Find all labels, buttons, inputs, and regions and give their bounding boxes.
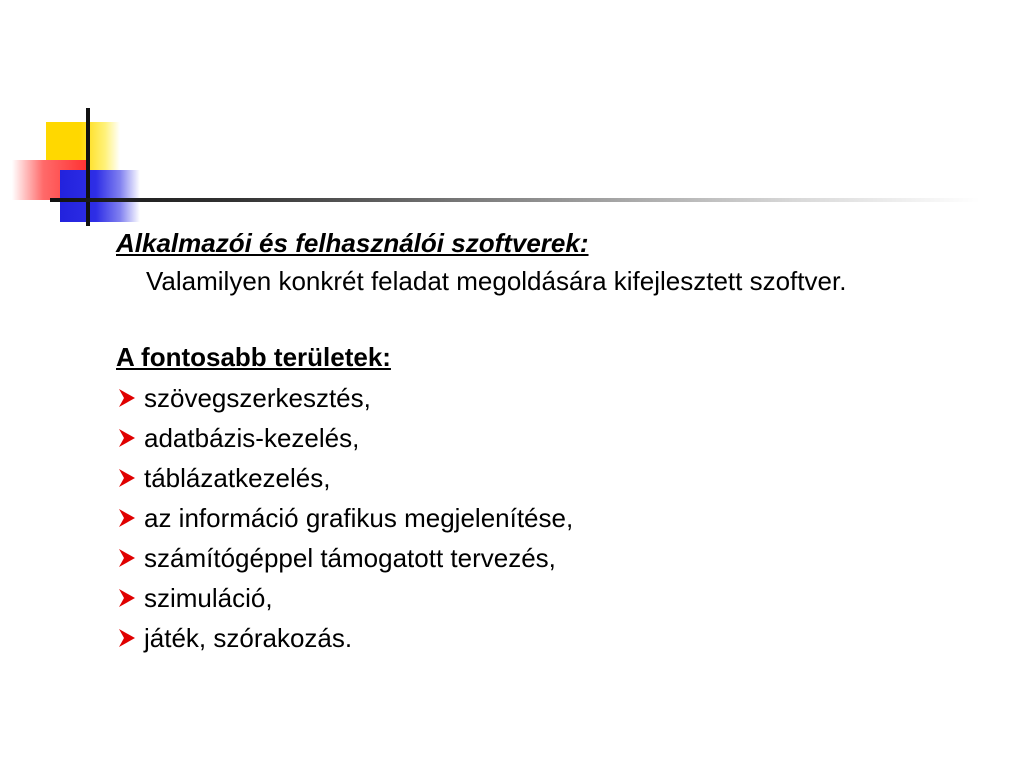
areas-list bbox=[116, 378, 976, 658]
list-item-label: az információ grafikus megjelenítése, bbox=[144, 503, 574, 533]
arrowhead-bullet-icon bbox=[116, 427, 138, 449]
list-item-label: szövegszerkesztés, bbox=[144, 383, 371, 413]
list-item bbox=[116, 578, 976, 618]
arrowhead-bullet-icon bbox=[116, 387, 138, 409]
list-item bbox=[116, 418, 976, 458]
arrowhead-bullet-icon bbox=[116, 587, 138, 609]
section-heading-applications: Alkalmazói és felhasználói szoftverek: bbox=[116, 228, 589, 258]
arrowhead-bullet-icon bbox=[116, 547, 138, 569]
list-item-label: játék, szórakozás. bbox=[144, 623, 353, 653]
decorative-vertical-line bbox=[86, 108, 90, 226]
arrowhead-bullet-icon bbox=[116, 627, 138, 649]
list-item-label: adatbázis-kezelés, bbox=[144, 423, 360, 453]
list-item bbox=[116, 538, 976, 578]
slide-body bbox=[116, 224, 976, 658]
list-item-label: szimuláció, bbox=[144, 583, 273, 613]
arrowhead-bullet-icon bbox=[116, 507, 138, 529]
list-item bbox=[116, 618, 976, 658]
spacer bbox=[116, 300, 976, 338]
decorative-blue-square bbox=[60, 170, 140, 222]
list-item bbox=[116, 458, 976, 498]
section-heading-areas: A fontosabb területek: bbox=[116, 342, 391, 372]
list-item-label: táblázatkezelés, bbox=[144, 463, 331, 493]
section-description: Valamilyen konkrét feladat megoldására kifejlesztett szoftver. bbox=[146, 266, 847, 296]
list-item-label: számítógéppel támogatott tervezés, bbox=[144, 543, 556, 573]
arrowhead-bullet-icon bbox=[116, 467, 138, 489]
decorative-horizontal-line bbox=[50, 198, 980, 202]
list-item bbox=[116, 498, 976, 538]
list-item bbox=[116, 378, 976, 418]
